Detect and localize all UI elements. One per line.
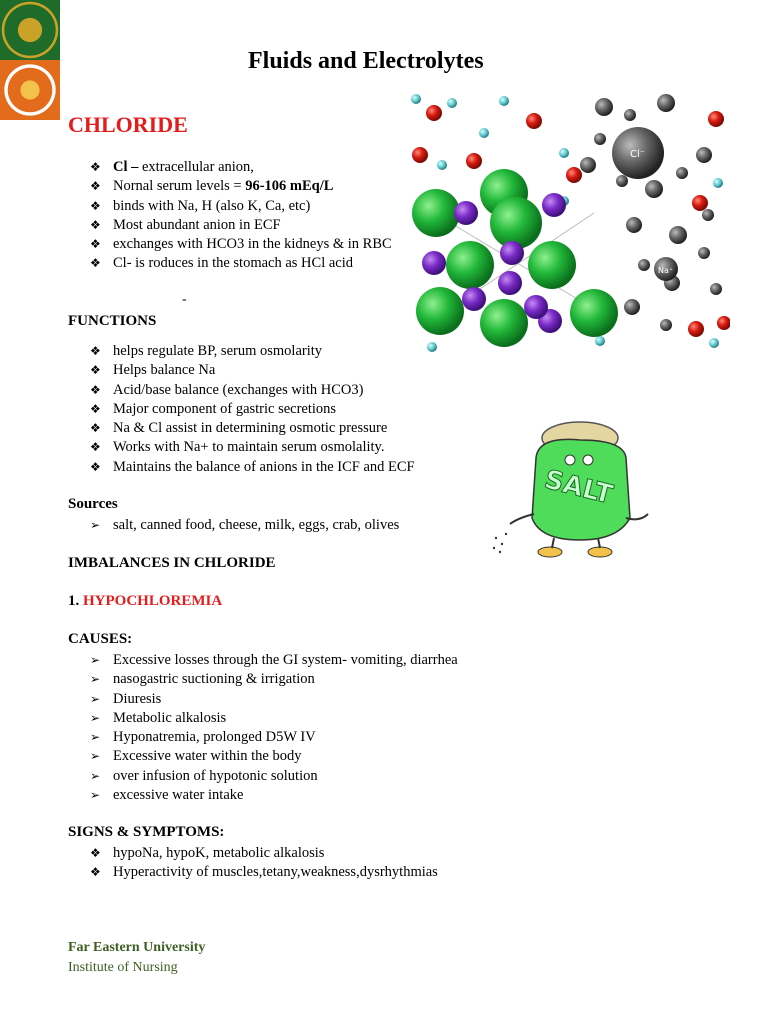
signs-heading: SIGNS & SYMPTOMS: xyxy=(68,824,225,840)
list-item: ➢ Excessive water within the body xyxy=(90,747,458,766)
salt-shaker-cartoon xyxy=(488,418,654,560)
diamond-bullet-icon xyxy=(90,361,101,380)
list-item: ➢ Metabolic alkalosis xyxy=(90,709,458,728)
list-item: ❖ binds with Na, H (also K, Ca, etc) xyxy=(90,197,392,216)
diamond-bullet-icon xyxy=(90,400,101,419)
list-item: ❖ Most abundant anion in ECF xyxy=(90,216,392,235)
list-item: ❖ Works with Na+ to maintain serum osmolality. xyxy=(90,438,415,457)
causes-list xyxy=(90,651,458,805)
diamond-bullet-icon xyxy=(90,235,101,254)
svg-text:SALT: SALT xyxy=(541,464,616,511)
sources-heading: Sources xyxy=(68,496,118,512)
list-item: ❖ Cl – extracellular anion, xyxy=(90,158,392,177)
diamond-bullet-icon xyxy=(90,254,101,273)
imbalances-heading: IMBALANCES IN CHLORIDE xyxy=(68,555,276,571)
diamond-bullet-icon xyxy=(90,177,101,196)
list-item: ❖ helps regulate BP, serum osmolarity xyxy=(90,342,415,361)
arrow-bullet-icon xyxy=(90,747,100,766)
sources-list xyxy=(90,516,399,535)
diamond-bullet-icon xyxy=(90,458,101,477)
dash-mark: - xyxy=(182,292,187,307)
arrow-bullet-icon xyxy=(90,651,100,670)
list-item: ➢ salt, canned food, cheese, milk, eggs, crab, olives xyxy=(90,516,399,535)
functions-heading: FUNCTIONS xyxy=(68,313,157,329)
page-title: Fluids and Electrolytes xyxy=(248,48,484,74)
list-item: ➢ nasogastric suctioning & irrigation xyxy=(90,670,458,689)
list-item: ❖ Acid/base balance (exchanges with HCO3) xyxy=(90,381,415,400)
arrow-bullet-icon xyxy=(90,709,100,728)
footer-institute: Institute of Nursing xyxy=(68,960,178,975)
diamond-bullet-icon xyxy=(90,419,101,438)
list-item: ❖ Cl- is roduces in the stomach as HCl acid xyxy=(90,254,392,273)
diamond-bullet-icon xyxy=(90,342,101,361)
university-seal-logo xyxy=(0,0,60,60)
list-item: ❖ Hyperactivity of muscles,tetany,weakness,dysrhythmias xyxy=(90,863,438,882)
diamond-bullet-icon xyxy=(90,863,101,882)
arrow-bullet-icon xyxy=(90,786,100,805)
chloride-heading: CHLORIDE xyxy=(68,112,188,137)
arrow-bullet-icon xyxy=(90,767,100,786)
causes-heading: CAUSES: xyxy=(68,631,133,647)
list-item: ➢ Hyponatremia, prolonged D5W IV xyxy=(90,728,458,747)
chloride-list xyxy=(90,158,392,274)
diamond-bullet-icon xyxy=(90,438,101,457)
diamond-bullet-icon xyxy=(90,197,101,216)
footer-university: Far Eastern University xyxy=(68,940,206,955)
list-item: ❖ Nornal serum levels = 96-106 mEq/L xyxy=(90,177,392,196)
list-item: ➢ over infusion of hypotonic solution xyxy=(90,767,458,786)
diamond-bullet-icon xyxy=(90,381,101,400)
nacl-molecule-illustration xyxy=(404,93,730,355)
lattice-ions xyxy=(412,169,618,347)
list-item: ❖ Maintains the balance of anions in the ICF and ECF xyxy=(90,458,415,477)
hypochloremia-heading: 1. HYPOCHLOREMIA xyxy=(68,593,223,609)
list-item: ➢ Diuresis xyxy=(90,690,458,709)
list-item: ❖ Na & Cl assist in determining osmotic pressure xyxy=(90,419,415,438)
functions-list xyxy=(90,342,415,477)
svg-text:Na⁺: Na⁺ xyxy=(658,266,674,275)
arrow-bullet-icon xyxy=(90,728,100,747)
diamond-bullet-icon xyxy=(90,158,101,177)
svg-text:Cl⁻: Cl⁻ xyxy=(630,149,646,160)
arrow-bullet-icon xyxy=(90,670,100,689)
list-item: ❖ Helps balance Na xyxy=(90,361,415,380)
signs-list xyxy=(90,844,438,883)
list-item: ➢ Excessive losses through the GI system- vomiting, diarrhea xyxy=(90,651,458,670)
diamond-bullet-icon xyxy=(90,844,101,863)
arrow-bullet-icon xyxy=(90,690,100,709)
list-item: ❖ Major component of gastric secretions xyxy=(90,400,415,419)
arrow-bullet-icon xyxy=(90,516,100,535)
nursing-institute-logo xyxy=(0,60,60,120)
list-item: ➢ excessive water intake xyxy=(90,786,458,805)
list-item: ❖ exchanges with HCO3 in the kidneys & in RBC xyxy=(90,235,392,254)
diamond-bullet-icon xyxy=(90,216,101,235)
list-item: ❖ hypoNa, hypoK, metabolic alkalosis xyxy=(90,844,438,863)
